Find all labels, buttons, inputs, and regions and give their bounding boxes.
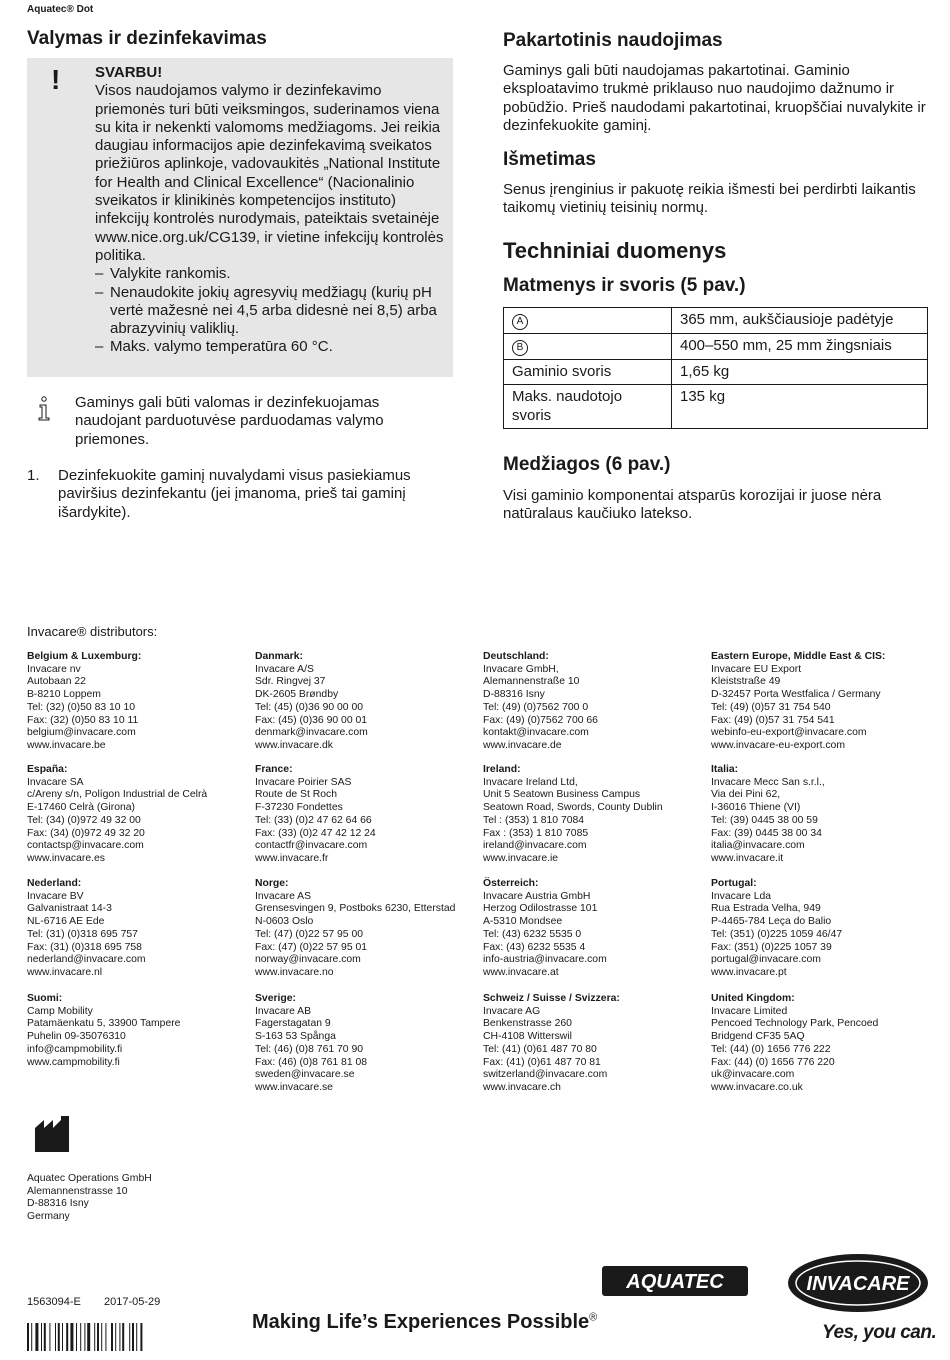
warning-icon: ! [51, 64, 61, 95]
distributor-name: Ireland: [483, 764, 521, 775]
distributor-line: www.invacare.es [27, 852, 105, 864]
materials-heading: Medžiagos (6 pav.) [503, 454, 671, 475]
distributor-line: www.campmobility.fi [27, 1056, 120, 1068]
barcode-bar [101, 1323, 102, 1351]
distributor-line: www.invacare.dk [255, 739, 333, 751]
barcode-bar [31, 1323, 32, 1351]
distributor-line: Benkenstrasse 260 [483, 1018, 572, 1030]
distributor-line: Fax: (34) (0)972 49 32 20 [27, 827, 145, 839]
distributor-line: Fax: (49) (0)7562 700 66 [483, 714, 598, 726]
distributor-line: Invacare Poirier SAS [255, 776, 352, 788]
distributor-line: Puhelin 09-35076310 [27, 1031, 126, 1043]
info-icon [37, 396, 51, 422]
distributor-name: Österreich: [483, 878, 539, 889]
distributor-line: belgium@invacare.com [27, 727, 136, 739]
distributor-line: www.invacare.ie [483, 852, 559, 864]
distributor-line: Tel: (351) (0)225 1059 46/47 [711, 928, 843, 940]
distributor-line: I-36016 Thiene (VI) [711, 802, 801, 814]
distributor-line: N-0603 Oslo [255, 916, 314, 928]
distributor-name: Eastern Europe, Middle East & CIS: [711, 651, 886, 662]
distributor-name: Nederland: [27, 878, 82, 889]
table-row [504, 308, 928, 334]
distributor-line: contactsp@invacare.com [27, 840, 144, 852]
barcode-bar [35, 1323, 38, 1351]
distributor-line: Kleiststraße 49 [711, 676, 781, 688]
distributor-block [483, 878, 703, 980]
distributor-name: Norge: [255, 878, 289, 889]
warning-content [95, 64, 447, 357]
distributor-line: Tel: (39) 0445 38 00 59 [711, 814, 818, 826]
table-cell-label [504, 334, 672, 360]
distributor-line: www.invacare.nl [27, 966, 103, 978]
barcode-bar [62, 1323, 63, 1351]
distributor-line: www.invacare-eu-export.com [711, 739, 845, 751]
barcode-bar [27, 1323, 29, 1351]
warning-body: Visos naudojamos valymo ir dezinfekavimo priemonės turi būti veiksmingos, suderinamos viena su kita ir nekenkti valomoms medžiagoms. Jei reikia daugiau informacijos apie dezinfekavimą sveikatos priežiūros aplinkoje, vadovaukitės „National Institute for Health and Clinical Excellence“ (Nacionalinio sveikatos ir klinikinės kompetencijos instituto) infekcijų kontrolės nurodymais, pateiktais svetainėje www.nice.org.uk/CG139, ir vietine infekcijų kontrolės politika. [95, 82, 444, 264]
distributor-line: Tel: (44) (0) 1656 776 222 [711, 1043, 831, 1055]
reuse-heading: Pakartotinis naudojimas [503, 30, 723, 51]
barcode-bar [97, 1323, 99, 1351]
distributor-line: Fax: (49) (0)57 31 754 541 [711, 714, 835, 726]
distributor-block [255, 764, 475, 866]
aquatec-logo [602, 1266, 748, 1296]
distributor-block [255, 993, 475, 1095]
distributor-line: Invacare AB [255, 1005, 312, 1017]
distributor-line: info-austria@invacare.com [483, 954, 607, 966]
tagline-text: Making Life’s Experiences Possible [252, 1311, 590, 1333]
distributor-block [255, 878, 475, 980]
distributor-line: Tel: (31) (0)318 695 757 [27, 928, 138, 940]
cleaning-heading: Valymas ir dezinfekavimas [27, 28, 267, 49]
distributor-line: Tel: (46) (0)8 761 70 90 [255, 1043, 364, 1055]
distributor-line: Invacare AG [483, 1005, 541, 1017]
barcode-bar [58, 1323, 60, 1351]
distributor-line: Patamäenkatu 5, 33900 Tampere [27, 1018, 181, 1030]
distributor-line: www.invacare.it [711, 852, 784, 864]
distributor-line: D-88316 Isny [483, 689, 545, 701]
distributor-line: Galvanistraat 14-3 [27, 903, 112, 915]
distributor-line: www.invacare.co.uk [711, 1081, 803, 1093]
distributor-line: Tel: (47) (0)22 57 95 00 [255, 928, 364, 940]
distributor-line: denmark@invacare.com [255, 727, 368, 739]
distributor-line: E-17460 Celrà (Girona) [27, 802, 135, 814]
manufacturer-line: Aquatec Operations GmbH [27, 1173, 152, 1184]
distributor-line: norway@invacare.com [255, 954, 361, 966]
distributor-line: Seatown Road, Swords, County Dublin [483, 802, 663, 814]
barcode-bar [55, 1323, 56, 1351]
manufacturer-icon [35, 1116, 69, 1152]
distributor-line: Invacare Limited [711, 1005, 788, 1017]
dimensions-heading: Matmenys ir svoris (5 pav.) [503, 275, 746, 296]
distributor-name: France: [255, 764, 293, 775]
manufacturer-line: D-88316 Isny [27, 1198, 89, 1210]
table-cell-value: 365 mm, aukščiausioje padėtyje [672, 308, 928, 334]
barcode-bar [76, 1323, 77, 1351]
distributor-name: España: [27, 764, 68, 775]
distributor-line: Sdr. Ringvej 37 [255, 676, 326, 688]
distributor-line: info@campmobility.fi [27, 1043, 123, 1055]
invacare-logo-text: INVACARE [806, 1273, 910, 1295]
distributors-title: Invacare® distributors: [27, 624, 158, 639]
barcode-bar [140, 1323, 142, 1351]
distributor-name: Suomi: [27, 993, 63, 1004]
distributor-line: nederland@invacare.com [27, 954, 146, 966]
distributor-block [711, 878, 931, 980]
aquatec-logo-text: AQUATEC [626, 1271, 724, 1293]
distributor-line: Via dei Pini 62, [711, 789, 781, 801]
disposal-text: Senus įrenginius ir pakuotę reikia išmesti bei perdirbti laikantis taikomų vietinių teisinių normų. [503, 181, 916, 217]
materials-text: Visi gaminio komponentai atsparūs korozijai ir juose nėra natūralaus kaučiuko latekso. [503, 487, 882, 523]
step-text: Dezinfekuokite gaminį nuvalydami visus pasiekiamus paviršius dezinfekantu (jei įmanoma, prieš tai gaminį išardykite). [58, 467, 411, 521]
barcode-bar [84, 1323, 85, 1351]
distributor-line: D-32457 Porta Westfalica / Germany [711, 689, 881, 701]
distributor-name: Schweiz / Suisse / Svizzera: [483, 993, 620, 1004]
manufacturer-address [27, 1173, 152, 1224]
distributor-line: kontakt@invacare.com [483, 727, 589, 739]
distributor-line: Autobaan 22 [27, 676, 86, 688]
barcode-bar [115, 1323, 116, 1351]
distributor-block [27, 651, 247, 753]
distributor-line: Invacare BV [27, 890, 84, 902]
distributor-name: Deutschland: [483, 651, 549, 662]
distributor-block [483, 993, 703, 1095]
distributor-line: P-4465-784 Leça do Balio [711, 916, 832, 928]
distributor-name: Danmark: [255, 651, 303, 662]
distributor-name: Portugal: [711, 878, 757, 889]
distributor-block [483, 651, 703, 753]
warning-bullet: – Valykite rankomis. [95, 265, 447, 283]
distributor-line: contactfr@invacare.com [255, 840, 368, 852]
distributor-line: Bridgend CF35 5AQ [711, 1031, 805, 1043]
table-cell-label: Gaminio svoris [504, 360, 672, 385]
barcode-bar [80, 1323, 81, 1351]
registered-mark: ® [589, 1311, 598, 1324]
step-number: 1. [27, 467, 40, 484]
distributor-line: F-37230 Fondettes [255, 802, 343, 814]
barcode [27, 1323, 177, 1351]
circled-label: A [512, 314, 528, 330]
distributor-line: Tel: (32) (0)50 83 10 10 [27, 701, 136, 713]
tagline [252, 1311, 597, 1334]
barcode-bar [111, 1323, 113, 1351]
invacare-logo [786, 1252, 930, 1314]
manufacturer-line: Germany [27, 1211, 70, 1223]
distributor-line: Tel: (45) (0)36 90 00 00 [255, 701, 364, 713]
distributor-line: Fax : (353) 1 810 7085 [483, 827, 589, 839]
distributor-line: ireland@invacare.com [483, 840, 587, 852]
distributor-line: Fax: (47) (0)22 57 95 01 [255, 941, 368, 953]
distributor-line: Fax: (351) (0)225 1057 39 [711, 941, 832, 953]
distributor-line: Fax: (44) (0) 1656 776 220 [711, 1056, 835, 1068]
distributor-line: Rua Estrada Velha, 949 [711, 903, 821, 915]
distributor-line: Herzog Odilostrasse 101 [483, 903, 598, 915]
distributor-line: switzerland@invacare.com [483, 1069, 608, 1081]
warning-bullet: – Maks. valymo temperatūra 60 °C. [95, 338, 447, 356]
barcode-bar [87, 1323, 90, 1351]
distributor-line: italia@invacare.com [711, 840, 805, 852]
distributor-name: United Kingdom: [711, 993, 795, 1004]
distributor-line: Invacare Ireland Ltd, [483, 776, 578, 788]
distributor-line: Invacare Lda [711, 890, 772, 902]
barcode-bar [119, 1323, 120, 1351]
distributor-line: webinfo-eu-export@invacare.com [711, 727, 867, 739]
barcode-bar [132, 1323, 134, 1351]
distributor-line: Tel: (49) (0)7562 700 0 [483, 701, 589, 713]
table-cell-label: Maks. naudotojo svoris [504, 385, 672, 429]
distributor-line: Pencoed Technology Park, Pencoed [711, 1018, 879, 1030]
distributor-line: Unit 5 Seatown Business Campus [483, 789, 641, 801]
distributor-line: sweden@invacare.se [255, 1069, 355, 1081]
barcode-bar [94, 1323, 95, 1351]
table-cell-label [504, 308, 672, 334]
warning-bullet: – Nenaudokite jokių agresyvių medžiagų (kurių pH vertė mažesnė nei 4,5 arba didesnė nei 8,5) arba abrazyvinių valiklių. [95, 284, 447, 339]
barcode-bar [70, 1323, 73, 1351]
distributor-block [27, 993, 247, 1069]
distributor-line: NL-6716 AE Ede [27, 916, 105, 928]
table-row [504, 334, 928, 360]
barcode-bar [44, 1323, 46, 1351]
distributor-line: Tel: (33) (0)2 47 62 64 66 [255, 814, 372, 826]
distributor-line: portugal@invacare.com [711, 954, 821, 966]
barcode-bar [136, 1323, 137, 1351]
slogan: Yes, you can. [822, 1322, 937, 1343]
distributor-line: www.invacare.pt [711, 966, 787, 978]
distributor-line: Fax: (46) (0)8 761 81 08 [255, 1056, 368, 1068]
distributor-line: www.invacare.fr [255, 852, 329, 864]
distributor-line: Invacare GmbH, [483, 663, 559, 675]
distributor-line: Tel : (353) 1 810 7084 [483, 814, 585, 826]
distributor-line: Invacare nv [27, 663, 81, 675]
distributor-line: A-5310 Mondsee [483, 916, 563, 928]
distributor-line: www.invacare.be [27, 739, 106, 751]
distributor-line: B-8210 Loppem [27, 689, 101, 701]
distributor-block [255, 651, 475, 753]
barcode-bar [41, 1323, 42, 1351]
distributor-name: Sverige: [255, 993, 297, 1004]
distributor-line: Invacare AS [255, 890, 312, 902]
distributor-line: DK-2605 Brøndby [255, 689, 339, 701]
table-row [504, 360, 928, 385]
document-date: 2017-05-29 [104, 1296, 161, 1308]
distributor-block [711, 993, 931, 1095]
distributor-line: Invacare Mecc San s.r.l., [711, 776, 825, 788]
distributor-line: Invacare EU Export [711, 663, 802, 675]
distributor-line: c/Areny s/n, Polígon Industrial de Celrà [27, 789, 208, 801]
document-code: 1563094-E [27, 1296, 81, 1308]
distributor-line: www.invacare.se [255, 1081, 333, 1093]
distributor-line: uk@invacare.com [711, 1069, 795, 1081]
table-row [504, 385, 928, 429]
distributor-line: S-163 53 Spånga [255, 1031, 336, 1043]
distributor-line: Fax: (31) (0)318 695 758 [27, 941, 142, 953]
distributor-line: Invacare SA [27, 776, 84, 788]
distributor-line: Alemannenstraße 10 [483, 676, 580, 688]
distributor-line: www.invacare.at [483, 966, 559, 978]
distributor-line: Invacare A/S [255, 663, 314, 675]
distributor-line: Fax: (39) 0445 38 00 34 [711, 827, 822, 839]
distributor-line: Tel: (49) (0)57 31 754 540 [711, 701, 831, 713]
distributor-line: Fax: (33) (0)2 47 42 12 24 [255, 827, 376, 839]
distributor-line: Camp Mobility [27, 1005, 93, 1017]
distributor-block [711, 764, 931, 866]
distributor-block [483, 764, 703, 866]
table-cell-value: 135 kg [672, 385, 928, 429]
barcode-bar [105, 1323, 106, 1351]
table-cell-value: 1,65 kg [672, 360, 928, 385]
distributor-line: Invacare Austria GmbH [483, 890, 591, 902]
distributor-name: Belgium & Luxemburg: [27, 651, 142, 662]
warning-bullets [95, 265, 447, 356]
barcode-bar [129, 1323, 130, 1351]
distributor-line: Route de St Roch [255, 789, 338, 801]
circled-label: B [512, 340, 528, 356]
disposal-heading: Išmetimas [503, 149, 596, 170]
reuse-text: Gaminys gali būti naudojamas pakartotinai. Gaminio eksploatavimo trukmė priklauso nuo naudojimo dažnumo ir pobūdžio. Prieš naudodami pakartotinai, kruopščiai nuvalykite ir dezinfekuokite gaminį. [503, 62, 926, 134]
distributor-block [27, 878, 247, 980]
distributor-line: Fagerstagatan 9 [255, 1018, 331, 1030]
distributor-line: Grensesvingen 9, Postboks 6230, Etterstad [255, 903, 456, 915]
tech-heading: Techniniai duomenys [503, 238, 727, 263]
barcode-bar [49, 1323, 50, 1351]
distributor-line: www.invacare.no [255, 966, 334, 978]
barcode-bar [66, 1323, 68, 1351]
spec-table [503, 307, 928, 429]
distributor-line: Tel: (41) (0)61 487 70 80 [483, 1043, 597, 1055]
distributor-line: Fax: (32) (0)50 83 10 11 [27, 714, 139, 726]
info-note: Gaminys gali būti valomas ir dezinfekuojamas naudojant parduotuvėse parduodamas valymo priemones. [75, 394, 384, 448]
distributor-line: Fax: (41) (0)61 487 70 81 [483, 1056, 601, 1068]
distributor-line: www.invacare.de [483, 739, 562, 751]
distributor-line: CH-4108 Witterswil [483, 1031, 572, 1043]
distributor-line: Fax: (45) (0)36 90 00 01 [255, 714, 368, 726]
table-cell-value: 400–550 mm, 25 mm žingsniais [672, 334, 928, 360]
warning-title: SVARBU! [95, 64, 163, 81]
distributor-block [27, 764, 247, 866]
barcode-bar [122, 1323, 124, 1351]
distributor-line: Fax: (43) 6232 5535 4 [483, 941, 586, 953]
distributor-block [711, 651, 931, 753]
distributor-line: Tel: (34) (0)972 49 32 00 [27, 814, 141, 826]
distributor-line: www.invacare.ch [483, 1081, 561, 1093]
manufacturer-line: Alemannenstrasse 10 [27, 1185, 128, 1197]
distributor-line: Tel: (43) 6232 5535 0 [483, 928, 582, 940]
document-header: Aquatec® Dot [27, 4, 94, 15]
distributor-name: Italia: [711, 764, 739, 775]
